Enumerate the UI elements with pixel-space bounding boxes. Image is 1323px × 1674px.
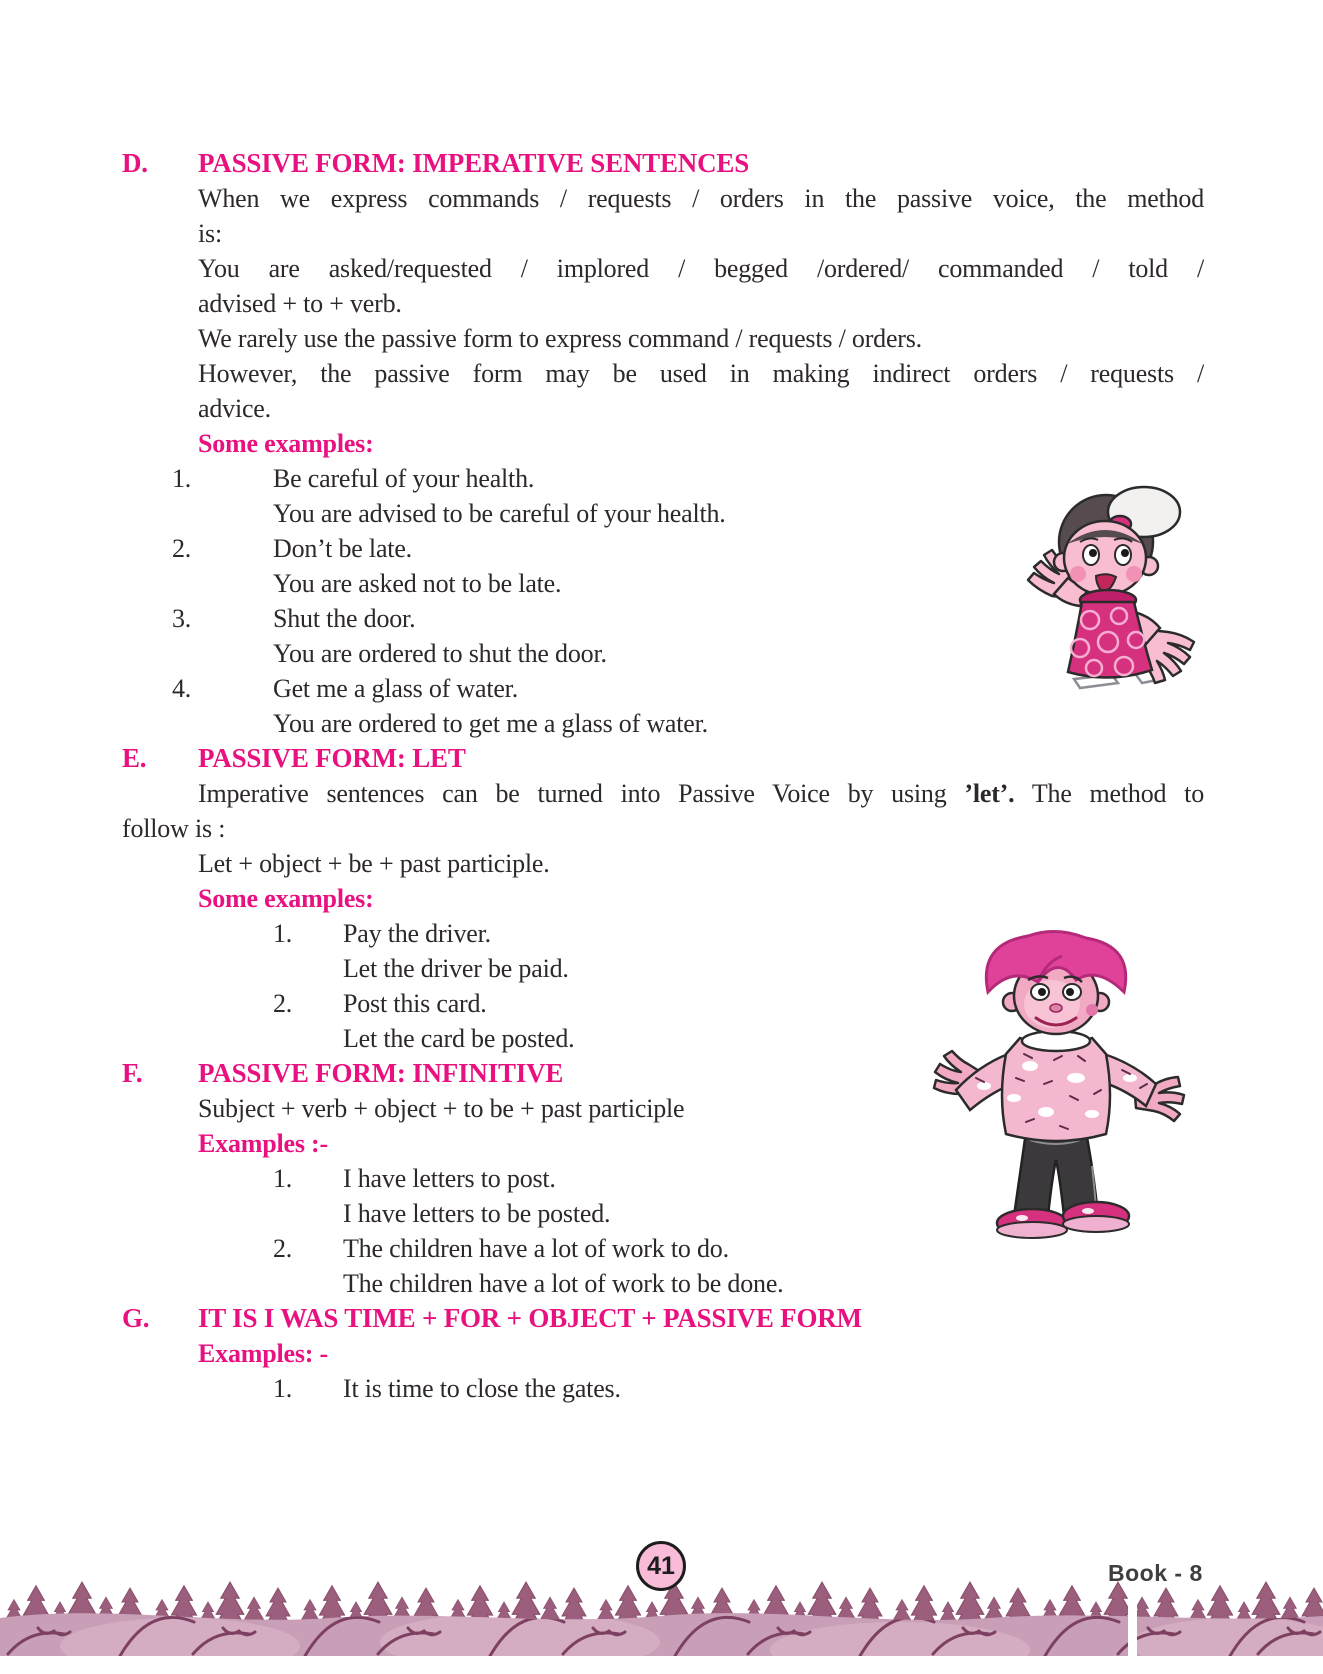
section-d-letter: D. [122, 148, 148, 178]
example-active-sentence: I have letters to post. [343, 1164, 556, 1193]
example-passive-sentence: I have letters to be posted. [343, 1199, 611, 1228]
example-active-sentence: Shut the door. [273, 604, 416, 633]
section-g-heading [122, 1301, 1204, 1336]
example-passive-sentence: The children have a lot of work to be done. [343, 1269, 784, 1298]
boy-open-arms-illustration [926, 926, 1186, 1240]
section-e-letter: E. [122, 743, 147, 773]
paragraph-line: We rarely use the passive form to express command / requests / orders. [198, 324, 922, 353]
section-e-title: PASSIVE FORM: LET [198, 743, 466, 773]
formula-line: Let + object + be + past participle. [198, 849, 550, 878]
paragraph-line: When we express commands / requests / orders in the passive voice, the method [198, 184, 1204, 213]
section-d-title: PASSIVE FORM: IMPERATIVE SENTENCES [198, 148, 750, 178]
paragraph-line: However, the passive form may be used in making indirect orders / requests / [198, 359, 1204, 388]
example-number: 1. [273, 1164, 293, 1193]
example-passive-sentence: Let the driver be paid. [343, 954, 569, 983]
paragraph-line: advised + to + verb. [198, 289, 402, 318]
section-g-letter: G. [122, 1303, 150, 1333]
paragraph-text: The method to [1014, 779, 1204, 808]
example-active-sentence: The children have a lot of work to do. [343, 1234, 729, 1263]
example-number: 1. [172, 464, 192, 493]
paragraph-line: advice. [198, 394, 271, 423]
example-passive-sentence: You are ordered to shut the door. [273, 639, 607, 668]
example-number: 3. [172, 604, 192, 633]
paragraph-line: is: [198, 219, 222, 248]
section-d-heading [122, 146, 1204, 181]
section-f-title: PASSIVE FORM: INFINITIVE [198, 1058, 564, 1088]
example-number: 1. [273, 919, 293, 948]
example-number: 1. [273, 1374, 293, 1403]
example-number: 2. [273, 989, 293, 1018]
paragraph-line [198, 776, 1204, 811]
example-number: 4. [172, 674, 192, 703]
example-number: 2. [172, 534, 192, 563]
examples-label: Examples: - [198, 1339, 328, 1368]
example-active-sentence: Be careful of your health. [273, 464, 535, 493]
example-active-sentence: Post this card. [343, 989, 487, 1018]
example-passive-sentence: Let the card be posted. [343, 1024, 575, 1053]
book-label: Book - 8 [1108, 1560, 1203, 1586]
example-passive-sentence: You are advised to be careful of your health. [273, 499, 726, 528]
section-f-letter: F. [122, 1058, 143, 1088]
example-active-sentence: It is time to close the gates. [343, 1374, 621, 1403]
page-number: 41 [647, 1551, 675, 1580]
example-number: 2. [273, 1234, 293, 1263]
girl-waving-illustration [1022, 480, 1198, 698]
paragraph-line: You are asked/requested / implored / begged /ordered/ commanded / told / [198, 254, 1204, 283]
example-item [273, 1371, 1204, 1406]
examples-label: Some examples: [198, 429, 374, 458]
examples-label: Examples :- [198, 1129, 328, 1158]
formula-line: Subject + verb + object + to be + past participle [198, 1094, 685, 1123]
example-passive-sentence: You are ordered to get me a glass of water. [273, 709, 708, 738]
examples-label: Some examples: [198, 884, 374, 913]
section-g-title: IT IS I WAS TIME + FOR + OBJECT + PASSIVE FORM [198, 1303, 862, 1333]
paragraph-line: follow is : [122, 814, 226, 843]
bold-term: ’let’. [964, 779, 1015, 808]
example-active-sentence: Pay the driver. [343, 919, 491, 948]
section-e-heading [122, 741, 1204, 776]
example-active-sentence: Get me a glass of water. [273, 674, 519, 703]
example-passive-sentence: You are asked not to be late. [273, 569, 562, 598]
example-active-sentence: Don’t be late. [273, 534, 412, 563]
page-number-badge [636, 1541, 686, 1591]
paragraph-text: Imperative sentences can be turned into Passive Voice by using [198, 779, 965, 808]
